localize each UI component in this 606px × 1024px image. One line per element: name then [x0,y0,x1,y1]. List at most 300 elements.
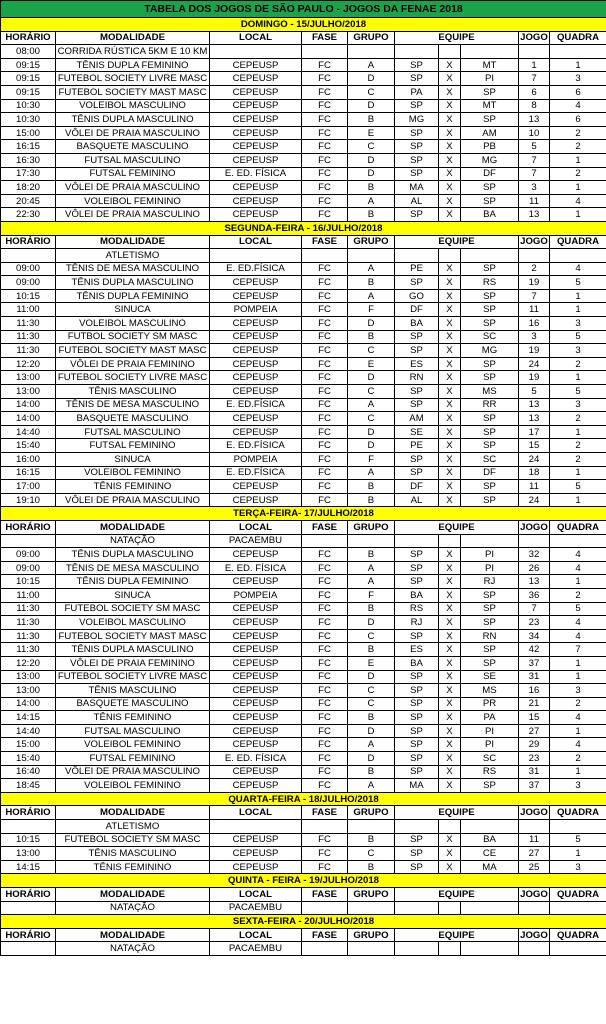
cell-team-home [395,942,439,956]
cell-phase: FC [302,779,348,793]
cell-court: 6 [550,113,606,127]
cell-time: 08:00 [1,45,56,59]
cell-group [348,45,395,59]
cell-group: F [348,588,395,602]
header-team: EQUIPE [395,888,519,902]
title-row [1,1,606,18]
cell-phase: FC [302,765,348,779]
cell-game: 27 [519,724,550,738]
cell-local: CEPEUSP [210,412,302,426]
cell-group: B [348,480,395,494]
cell-modality: ATLETISMO [56,249,210,263]
cell-modality: NATAÇÃO [56,942,210,956]
cell-time: 15:40 [1,439,56,453]
cell-group: B [348,711,395,725]
table-row [1,453,606,467]
column-header-row [1,31,606,45]
cell-phase [302,249,348,263]
cell-local: CEPEUSP [210,208,302,222]
cell-court: 3 [550,344,606,358]
table-row [1,833,606,847]
cell-versus: X [439,181,461,195]
column-header-row [1,928,606,942]
cell-local [210,249,302,263]
cell-team-away: SP [461,262,519,276]
cell-court: 7 [550,643,606,657]
cell-versus: X [439,765,461,779]
table-row [1,330,606,344]
column-header-row [1,520,606,534]
header-local: LOCAL [210,31,302,45]
cell-versus: X [439,602,461,616]
cell-time: 16:30 [1,153,56,167]
cell-time: 09:15 [1,85,56,99]
cell-game [519,901,550,915]
header-game: JOGO [520,32,548,44]
cell-versus: X [439,398,461,412]
cell-time: 10:30 [1,113,56,127]
cell-versus: X [439,575,461,589]
cell-team-home: ES [395,643,439,657]
cell-phase: FC [302,194,348,208]
cell-phase: FC [302,588,348,602]
cell-team-away: MS [461,385,519,399]
header-time: HORÁRIO [1,806,56,820]
cell-local: CEPEUSP [210,643,302,657]
cell-group: D [348,616,395,630]
day-label: QUINTA - FEIRA - 19/JULHO/2018 [1,874,606,888]
cell-phase: FC [302,860,348,874]
cell-local: E. ED.FÍSICA [210,466,302,480]
cell-time: 11:00 [1,588,56,602]
header-game: JOGO [520,888,548,900]
cell-team-away: RJ [461,575,519,589]
cell-local [210,820,302,834]
cell-modality: VOLEIBOL FEMININO [56,466,210,480]
cell-time: 11:30 [1,602,56,616]
cell-court: 3 [550,684,606,698]
cell-court: 4 [550,738,606,752]
cell-versus [439,45,461,59]
cell-game: 24 [519,453,550,467]
cell-game: 5 [519,140,550,154]
cell-versus: X [439,208,461,222]
header-modality: MODALIDADE [56,928,210,942]
table-row [1,398,606,412]
cell-time: 09:15 [1,58,56,72]
cell-team-away: PA [461,711,519,725]
cell-game: 29 [519,738,550,752]
cell-court: 1 [550,670,606,684]
cell-phase: FC [302,371,348,385]
table-row [1,249,606,263]
header-time: HORÁRIO [1,235,56,249]
cell-group: E [348,656,395,670]
cell-group: F [348,303,395,317]
cell-court: 4 [550,99,606,113]
cell-game: 42 [519,643,550,657]
cell-local: E. ED. FÍSICA [210,561,302,575]
table-row [1,575,606,589]
cell-modality: TÊNIS DUPLA MASCULINO [56,276,210,290]
cell-court: 1 [550,656,606,670]
cell-game: 23 [519,616,550,630]
cell-team-home: SP [395,330,439,344]
table-row [1,752,606,766]
header-group: GRUPO [348,928,395,942]
cell-local: CEPEUSP [210,371,302,385]
cell-group: D [348,72,395,86]
cell-court [550,942,606,956]
cell-modality: SINUCA [56,303,210,317]
cell-team-away [461,942,519,956]
cell-phase: FC [302,99,348,113]
cell-phase: FC [302,561,348,575]
cell-time: 14:15 [1,711,56,725]
header-game: JOGO [520,236,548,248]
cell-modality: TÊNIS FEMININO [56,711,210,725]
cell-phase: FC [302,153,348,167]
cell-modality: TÊNIS MASCULINO [56,684,210,698]
table-row [1,901,606,915]
table-row [1,548,606,562]
cell-court: 1 [550,153,606,167]
cell-local: PACAEMBU [210,942,302,956]
cell-versus: X [439,656,461,670]
cell-time: 14:15 [1,860,56,874]
cell-game: 13 [519,398,550,412]
cell-versus: X [439,561,461,575]
cell-local: E. ED.FÍSICA [210,262,302,276]
cell-modality: VOLEIBOL FEMININO [56,194,210,208]
cell-local: E. ED.FÍSICA [210,439,302,453]
cell-local: POMPEIA [210,453,302,467]
cell-group: C [348,684,395,698]
header-group: GRUPO [348,888,395,902]
cell-versus: X [439,357,461,371]
cell-court: 1 [550,425,606,439]
cell-group: D [348,153,395,167]
cell-game: 11 [519,194,550,208]
cell-local: CEPEUSP [210,697,302,711]
cell-local: CEPEUSP [210,357,302,371]
header-court: QUADRA [550,235,606,249]
cell-game: 3 [519,181,550,195]
table-row [1,317,606,331]
cell-local: CEPEUSP [210,317,302,331]
cell-group: C [348,140,395,154]
header-local: LOCAL [210,806,302,820]
header-local: LOCAL [210,520,302,534]
table-row [1,344,606,358]
table-row [1,357,606,371]
cell-court: 1 [550,58,606,72]
header-phase: FASE [302,806,348,820]
cell-time: 11:30 [1,643,56,657]
cell-phase: FC [302,602,348,616]
header-time: HORÁRIO [1,520,56,534]
cell-game: 13 [519,575,550,589]
cell-time: 19:10 [1,493,56,507]
cell-phase: FC [302,330,348,344]
cell-team-home: SP [395,724,439,738]
header-group: GRUPO [348,806,395,820]
cell-phase: FC [302,724,348,738]
cell-versus: X [439,289,461,303]
cell-group: C [348,629,395,643]
cell-time: 14:40 [1,425,56,439]
cell-versus: X [439,276,461,290]
cell-versus: X [439,425,461,439]
cell-phase: FC [302,181,348,195]
cell-game: 16 [519,317,550,331]
cell-team-home: PE [395,262,439,276]
cell-game: 7 [519,153,550,167]
cell-team-home: SP [395,738,439,752]
cell-team-home: SP [395,276,439,290]
cell-time: 14:00 [1,398,56,412]
cell-versus: X [439,752,461,766]
cell-time [1,249,56,263]
cell-group: A [348,194,395,208]
cell-versus: X [439,616,461,630]
cell-team-home: SP [395,453,439,467]
cell-time: 15:00 [1,126,56,140]
cell-court: 4 [550,561,606,575]
cell-time: 14:00 [1,412,56,426]
table-row [1,289,606,303]
cell-game: 6 [519,85,550,99]
cell-group [348,249,395,263]
cell-modality: VÔLEI DE PRAIA FEMININO [56,656,210,670]
cell-team-home: BA [395,588,439,602]
cell-modality: TÊNIS MASCULINO [56,847,210,861]
table-row [1,99,606,113]
cell-game: 21 [519,697,550,711]
cell-team-home [395,249,439,263]
cell-team-home: GO [395,289,439,303]
cell-group [348,820,395,834]
cell-game: 19 [519,344,550,358]
header-game: JOGO [520,807,548,819]
cell-team-away [461,901,519,915]
cell-group: A [348,779,395,793]
cell-team-away: SP [461,371,519,385]
cell-phase: FC [302,140,348,154]
table-row [1,181,606,195]
cell-time: 09:00 [1,548,56,562]
cell-local: CEPEUSP [210,276,302,290]
cell-game: 2 [519,262,550,276]
cell-modality: VÔLEI DE PRAIA MASCULINO [56,208,210,222]
cell-modality: TÊNIS DUPLA FEMININO [56,289,210,303]
table-row [1,711,606,725]
cell-phase: FC [302,575,348,589]
cell-versus: X [439,99,461,113]
cell-versus: X [439,412,461,426]
cell-modality: VOLEIBOL MASCULINO [56,99,210,113]
table-row [1,670,606,684]
cell-time: 10:15 [1,289,56,303]
cell-game: 25 [519,860,550,874]
cell-phase: FC [302,697,348,711]
cell-phase: FC [302,629,348,643]
table-row [1,208,606,222]
table-row [1,779,606,793]
cell-court: 6 [550,85,606,99]
cell-court: 2 [550,439,606,453]
cell-versus: X [439,711,461,725]
cell-court: 2 [550,752,606,766]
cell-court: 2 [550,453,606,467]
header-group: GRUPO [348,520,395,534]
table-row [1,385,606,399]
cell-court: 2 [550,697,606,711]
cell-time: 17:00 [1,480,56,494]
cell-time: 16:00 [1,453,56,467]
cell-phase: FC [302,425,348,439]
cell-group [348,942,395,956]
cell-court: 5 [550,480,606,494]
header-phase: FASE [302,235,348,249]
cell-team-home: MG [395,113,439,127]
cell-court [550,249,606,263]
cell-team-home: SP [395,99,439,113]
cell-modality: VÔLEI DE PRAIA MASCULINO [56,181,210,195]
cell-game [519,820,550,834]
table-row [1,412,606,426]
cell-modality: VOLEIBOL MASCULINO [56,317,210,331]
cell-versus: X [439,317,461,331]
cell-local: CEPEUSP [210,330,302,344]
cell-game: 5 [519,385,550,399]
table-row [1,153,606,167]
cell-court: 2 [550,588,606,602]
cell-game: 8 [519,99,550,113]
cell-time [1,901,56,915]
cell-game: 13 [519,412,550,426]
cell-team-home: SP [395,684,439,698]
cell-local: CEPEUSP [210,724,302,738]
cell-phase: FC [302,616,348,630]
cell-time: 11:00 [1,303,56,317]
cell-team-away: SC [461,330,519,344]
cell-time: 09:00 [1,276,56,290]
cell-phase: FC [302,738,348,752]
header-local: LOCAL [210,235,302,249]
cell-local: CEPEUSP [210,656,302,670]
table-row [1,588,606,602]
cell-local: CEPEUSP [210,425,302,439]
cell-court: 1 [550,466,606,480]
day-label: SEGUNDA-FEIRA - 16/JULHO/2018 [1,221,606,235]
cell-phase [302,942,348,956]
cell-time: 11:30 [1,629,56,643]
cell-phase: FC [302,453,348,467]
cell-team-away [461,820,519,834]
header-team: EQUIPE [395,520,519,534]
cell-local [210,45,302,59]
cell-local: PACAEMBU [210,901,302,915]
cell-local: CEPEUSP [210,99,302,113]
cell-team-home: SP [395,385,439,399]
cell-court: 4 [550,629,606,643]
cell-time [1,820,56,834]
cell-modality: VÔLEI DE PRAIA MASCULINO [56,765,210,779]
cell-team-away: SP [461,493,519,507]
cell-group: B [348,276,395,290]
cell-phase: FC [302,317,348,331]
cell-team-away: SP [461,779,519,793]
cell-group: D [348,752,395,766]
cell-local: E. ED. FÍSICA [210,752,302,766]
cell-court: 5 [550,276,606,290]
cell-versus [439,249,461,263]
cell-modality: SINUCA [56,453,210,467]
table-row [1,85,606,99]
cell-modality: VÔLEI DE PRAIA FEMININO [56,357,210,371]
cell-team-away [461,45,519,59]
cell-team-home: SP [395,697,439,711]
cell-court: 2 [550,126,606,140]
cell-phase: FC [302,847,348,861]
cell-modality: FUTSAL FEMININO [56,439,210,453]
cell-court: 3 [550,779,606,793]
cell-team-away: SP [461,357,519,371]
cell-group: C [348,847,395,861]
cell-group: D [348,670,395,684]
cell-game: 36 [519,588,550,602]
page-title: TABELA DOS JOGOS DE SÃO PAULO - JOGOS DA FENAE 2018 [1,1,606,18]
cell-team-home: ES [395,357,439,371]
cell-versus: X [439,439,461,453]
cell-team-away: SP [461,85,519,99]
column-header-row [1,806,606,820]
cell-local: CEPEUSP [210,140,302,154]
cell-team-away: SP [461,588,519,602]
cell-phase: FC [302,289,348,303]
cell-versus: X [439,194,461,208]
cell-group: D [348,425,395,439]
column-header-row [1,235,606,249]
cell-court: 2 [550,140,606,154]
cell-team-away: SP [461,181,519,195]
cell-versus: X [439,493,461,507]
cell-local: CEPEUSP [210,480,302,494]
cell-court: 4 [550,194,606,208]
cell-team-away: AM [461,126,519,140]
cell-team-away: MS [461,684,519,698]
cell-team-home: SP [395,670,439,684]
header-time: HORÁRIO [1,928,56,942]
cell-group: A [348,466,395,480]
cell-court: 4 [550,548,606,562]
cell-team-home: SP [395,126,439,140]
table-row [1,371,606,385]
cell-game: 7 [519,72,550,86]
cell-group: D [348,167,395,181]
cell-team-away: SP [461,317,519,331]
cell-modality: NATAÇÃO [56,901,210,915]
table-row [1,72,606,86]
table-row [1,262,606,276]
cell-time: 22:30 [1,208,56,222]
cell-group: D [348,724,395,738]
cell-modality: BASQUETE MASCULINO [56,140,210,154]
cell-team-home: SE [395,425,439,439]
cell-game: 1 [519,58,550,72]
cell-team-home: SP [395,765,439,779]
